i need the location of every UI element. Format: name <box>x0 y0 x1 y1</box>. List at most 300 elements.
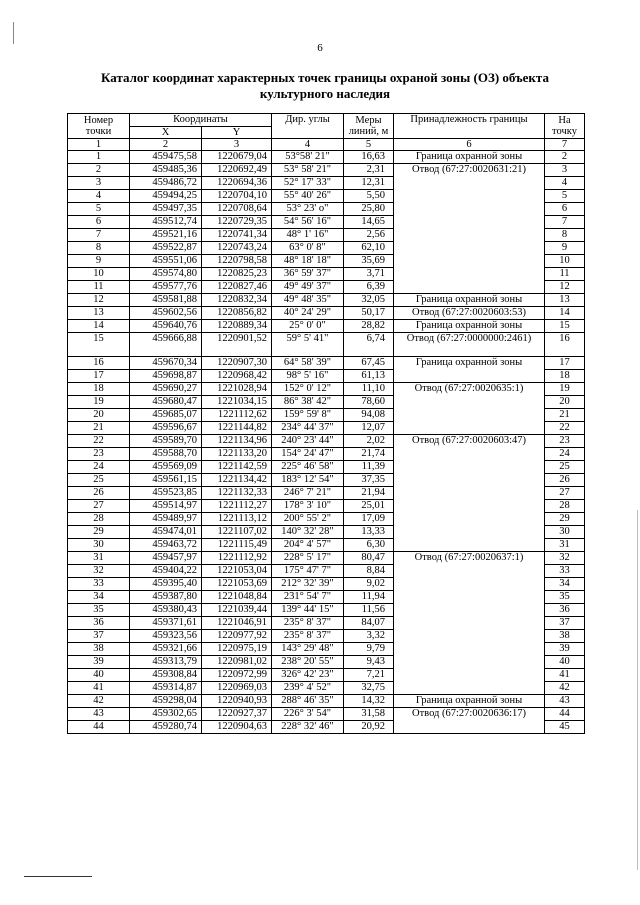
coordinate-y-cell: 1221133,20 <box>202 448 272 461</box>
header-row-1 <box>68 114 585 127</box>
coordinate-y-cell: 1220827,46 <box>202 281 272 294</box>
point-number-cell: 2 <box>68 164 130 177</box>
title-line-2: культурного наследия <box>259 86 391 101</box>
point-number-cell: 37 <box>68 630 130 643</box>
to-point-cell: 17 <box>545 357 585 370</box>
point-number-cell: 24 <box>68 461 130 474</box>
coordinate-y-cell: 1220904,63 <box>202 721 272 734</box>
table-row <box>68 333 585 357</box>
coordinate-y-cell: 1221053,04 <box>202 565 272 578</box>
coordinate-y-cell: 1220975,19 <box>202 643 272 656</box>
line-measure-cell: 35,69 <box>344 255 394 268</box>
direction-angle-cell: 225° 46' 58" <box>272 461 344 474</box>
line-measure-cell: 32,05 <box>344 294 394 307</box>
header-direction-angles: Дир. углы <box>272 114 344 139</box>
coordinate-x-cell: 459522,87 <box>130 242 202 255</box>
coordinate-y-cell: 1221144,82 <box>202 422 272 435</box>
point-number-cell: 22 <box>68 435 130 448</box>
direction-angle-cell: 52° 17' 33" <box>272 177 344 190</box>
point-number-cell: 18 <box>68 383 130 396</box>
coordinate-x-cell: 459475,58 <box>130 151 202 164</box>
point-number-cell: 28 <box>68 513 130 526</box>
to-point-cell: 12 <box>545 281 585 294</box>
column-index-row <box>68 139 585 151</box>
coordinate-x-cell: 459512,74 <box>130 216 202 229</box>
boundary-owner-cell: Отвод (67:27:0000000:2461) <box>394 333 545 357</box>
point-number-cell: 12 <box>68 294 130 307</box>
to-point-cell: 44 <box>545 708 585 721</box>
direction-angle-cell: 139° 44' 15" <box>272 604 344 617</box>
line-measure-cell: 17,09 <box>344 513 394 526</box>
direction-angle-cell: 235° 8' 37" <box>272 630 344 643</box>
to-point-cell: 36 <box>545 604 585 617</box>
coordinate-x-cell: 459280,74 <box>130 721 202 734</box>
coordinate-y-cell: 1221112,27 <box>202 500 272 513</box>
point-number-cell: 27 <box>68 500 130 513</box>
coordinate-x-cell: 459685,07 <box>130 409 202 422</box>
direction-angle-cell: 53° 23' o" <box>272 203 344 216</box>
to-point-cell: 9 <box>545 242 585 255</box>
point-number-cell: 4 <box>68 190 130 203</box>
line-measure-cell: 80,47 <box>344 552 394 565</box>
to-point-cell: 30 <box>545 526 585 539</box>
coordinate-y-cell: 1220798,58 <box>202 255 272 268</box>
scan-right-edge <box>637 510 638 870</box>
direction-angle-cell: 55° 40' 26" <box>272 190 344 203</box>
direction-angle-cell: 228° 32' 46" <box>272 721 344 734</box>
direction-angle-cell: 235° 8' 37" <box>272 617 344 630</box>
coordinate-x-cell: 459569,09 <box>130 461 202 474</box>
to-point-cell: 43 <box>545 695 585 708</box>
direction-angle-cell: 231° 54' 7" <box>272 591 344 604</box>
table-row <box>68 357 585 370</box>
coordinate-x-cell: 459588,70 <box>130 448 202 461</box>
to-point-cell: 18 <box>545 370 585 383</box>
point-number-cell: 43 <box>68 708 130 721</box>
direction-angle-cell: 154° 24' 47" <box>272 448 344 461</box>
page-number: 6 <box>317 42 323 54</box>
coordinate-x-cell: 459314,87 <box>130 682 202 695</box>
direction-angle-cell: 143° 29' 48" <box>272 643 344 656</box>
line-measure-cell: 67,45 <box>344 357 394 370</box>
header-to-point-line-1: На <box>558 114 571 126</box>
table-row <box>68 435 585 448</box>
point-number-cell: 10 <box>68 268 130 281</box>
direction-angle-cell: 140° 32' 28" <box>272 526 344 539</box>
point-number-cell: 33 <box>68 578 130 591</box>
column-index: 5 <box>344 139 394 151</box>
coordinate-x-cell: 459387,80 <box>130 591 202 604</box>
direction-angle-cell: 234° 44' 37" <box>272 422 344 435</box>
boundary-owner-cell: Отвод (67:27:0020635:1) <box>394 383 545 435</box>
column-index: 6 <box>394 139 545 151</box>
header-line-measures-line-1: Меры <box>355 114 382 126</box>
point-number-cell: 23 <box>68 448 130 461</box>
coordinate-y-cell: 1221028,94 <box>202 383 272 396</box>
direction-angle-cell: 212° 32' 39" <box>272 578 344 591</box>
boundary-owner-cell: Отвод (67:27:0020603:53) <box>394 307 545 320</box>
point-number-cell: 13 <box>68 307 130 320</box>
coordinate-y-cell: 1220694,36 <box>202 177 272 190</box>
table-row <box>68 151 585 164</box>
point-number-cell: 25 <box>68 474 130 487</box>
coordinate-y-cell: 1220825,23 <box>202 268 272 281</box>
line-measure-cell: 6,74 <box>344 333 394 357</box>
coordinate-y-cell: 1221039,44 <box>202 604 272 617</box>
line-measure-cell: 13,33 <box>344 526 394 539</box>
coordinate-y-cell: 1220708,64 <box>202 203 272 216</box>
direction-angle-cell: 240° 23' 44" <box>272 435 344 448</box>
line-measure-cell: 6,30 <box>344 539 394 552</box>
point-number-cell: 16 <box>68 357 130 370</box>
line-measure-cell: 14,32 <box>344 695 394 708</box>
column-index: 3 <box>202 139 272 151</box>
point-number-cell: 41 <box>68 682 130 695</box>
point-number-cell: 20 <box>68 409 130 422</box>
coordinate-x-cell: 459581,88 <box>130 294 202 307</box>
point-number-cell: 7 <box>68 229 130 242</box>
direction-angle-cell: 48° 18' 18" <box>272 255 344 268</box>
coordinate-x-cell: 459308,84 <box>130 669 202 682</box>
line-measure-cell: 8,84 <box>344 565 394 578</box>
line-measure-cell: 12,31 <box>344 177 394 190</box>
coordinate-x-cell: 459298,04 <box>130 695 202 708</box>
coordinate-x-cell: 459596,67 <box>130 422 202 435</box>
direction-angle-cell: 228° 5' 17" <box>272 552 344 565</box>
point-number-cell: 34 <box>68 591 130 604</box>
column-index: 1 <box>68 139 130 151</box>
coordinate-y-cell: 1221112,92 <box>202 552 272 565</box>
coordinate-y-cell: 1220901,52 <box>202 333 272 357</box>
column-index: 7 <box>545 139 585 151</box>
point-number-cell: 32 <box>68 565 130 578</box>
direction-angle-cell: 36° 59' 37" <box>272 268 344 281</box>
table-row <box>68 294 585 307</box>
boundary-owner-cell: Отвод (67:27:0020637:1) <box>394 552 545 695</box>
line-measure-cell: 78,60 <box>344 396 394 409</box>
column-index: 2 <box>130 139 202 151</box>
header-x: X <box>130 126 202 139</box>
coordinate-x-cell: 459323,56 <box>130 630 202 643</box>
to-point-cell: 15 <box>545 320 585 333</box>
to-point-cell: 16 <box>545 333 585 357</box>
line-measure-cell: 21,74 <box>344 448 394 461</box>
scan-edge-mark <box>13 22 14 44</box>
direction-angle-cell: 159° 59' 8" <box>272 409 344 422</box>
to-point-cell: 31 <box>545 539 585 552</box>
coordinate-x-cell: 459670,34 <box>130 357 202 370</box>
point-number-cell: 1 <box>68 151 130 164</box>
header-boundary-owner: Принадлежность границы <box>394 114 545 139</box>
boundary-owner-cell: Отвод (67:27:0020636:17) <box>394 708 545 734</box>
coordinate-y-cell: 1221132,33 <box>202 487 272 500</box>
direction-angle-cell: 226° 3' 54" <box>272 708 344 721</box>
coordinate-x-cell: 459313,79 <box>130 656 202 669</box>
line-measure-cell: 2,31 <box>344 164 394 177</box>
direction-angle-cell: 63° 0' 8" <box>272 242 344 255</box>
line-measure-cell: 9,79 <box>344 643 394 656</box>
direction-angle-cell: 200° 55' 2" <box>272 513 344 526</box>
coordinate-x-cell: 459589,70 <box>130 435 202 448</box>
boundary-owner-cell: Граница охранной зоны <box>394 357 545 383</box>
line-measure-cell: 31,58 <box>344 708 394 721</box>
header-line-measures-line-2: линий, м <box>348 126 389 137</box>
point-number-cell: 14 <box>68 320 130 333</box>
coordinate-x-cell: 459514,97 <box>130 500 202 513</box>
point-number-cell: 15 <box>68 333 130 357</box>
direction-angle-cell: 86° 38' 42" <box>272 396 344 409</box>
direction-angle-cell: 53° 58' 21" <box>272 164 344 177</box>
line-measure-cell: 37,35 <box>344 474 394 487</box>
direction-angle-cell: 49° 49' 37" <box>272 281 344 294</box>
to-point-cell: 32 <box>545 552 585 565</box>
to-point-cell: 37 <box>545 617 585 630</box>
coordinate-x-cell: 459489,97 <box>130 513 202 526</box>
coordinate-y-cell: 1220968,42 <box>202 370 272 383</box>
coordinate-y-cell: 1221113,12 <box>202 513 272 526</box>
coordinate-x-cell: 459380,43 <box>130 604 202 617</box>
coordinate-y-cell: 1220940,93 <box>202 695 272 708</box>
to-point-cell: 7 <box>545 216 585 229</box>
to-point-cell: 29 <box>545 513 585 526</box>
coordinate-y-cell: 1221048,84 <box>202 591 272 604</box>
coordinate-y-cell: 1221112,62 <box>202 409 272 422</box>
line-measure-cell: 7,21 <box>344 669 394 682</box>
line-measure-cell: 50,17 <box>344 307 394 320</box>
coordinate-x-cell: 459698,87 <box>130 370 202 383</box>
coordinate-x-cell: 459321,66 <box>130 643 202 656</box>
coordinate-y-cell: 1221134,42 <box>202 474 272 487</box>
coordinate-x-cell: 459457,97 <box>130 552 202 565</box>
line-measure-cell: 11,56 <box>344 604 394 617</box>
to-point-cell: 24 <box>545 448 585 461</box>
coordinate-y-cell: 1220981,02 <box>202 656 272 669</box>
direction-angle-cell: 178° 3' 10" <box>272 500 344 513</box>
direction-angle-cell: 175° 47' 7" <box>272 565 344 578</box>
coordinate-y-cell: 1221034,15 <box>202 396 272 409</box>
direction-angle-cell: 238° 20' 55" <box>272 656 344 669</box>
column-index: 4 <box>272 139 344 151</box>
coordinate-y-cell: 1221046,91 <box>202 617 272 630</box>
point-number-cell: 9 <box>68 255 130 268</box>
title-line-1: Каталог координат характерных точек границы охраной зоны (ОЗ) объекта <box>101 70 549 85</box>
boundary-owner-cell: Отвод (67:27:0020631:21) <box>394 164 545 294</box>
to-point-cell: 25 <box>545 461 585 474</box>
line-measure-cell: 2,02 <box>344 435 394 448</box>
coordinate-y-cell: 1220927,37 <box>202 708 272 721</box>
line-measure-cell: 20,92 <box>344 721 394 734</box>
line-measure-cell: 25,01 <box>344 500 394 513</box>
point-number-cell: 3 <box>68 177 130 190</box>
point-number-cell: 5 <box>68 203 130 216</box>
coordinate-y-cell: 1221134,96 <box>202 435 272 448</box>
line-measure-cell: 32,75 <box>344 682 394 695</box>
point-number-cell: 40 <box>68 669 130 682</box>
direction-angle-cell: 64° 58' 39" <box>272 357 344 370</box>
boundary-owner-cell: Граница охранной зоны <box>394 294 545 307</box>
to-point-cell: 19 <box>545 383 585 396</box>
to-point-cell: 26 <box>545 474 585 487</box>
coordinate-x-cell: 459521,16 <box>130 229 202 242</box>
line-measure-cell: 21,94 <box>344 487 394 500</box>
boundary-owner-cell: Граница охранной зоны <box>394 695 545 708</box>
to-point-cell: 34 <box>545 578 585 591</box>
coordinate-x-cell: 459666,88 <box>130 333 202 357</box>
coordinate-x-cell: 459485,36 <box>130 164 202 177</box>
direction-angle-cell: 40° 24' 29" <box>272 307 344 320</box>
line-measure-cell: 25,80 <box>344 203 394 216</box>
to-point-cell: 4 <box>545 177 585 190</box>
point-number-cell: 39 <box>68 656 130 669</box>
catalog-body <box>68 151 585 734</box>
line-measure-cell: 16,63 <box>344 151 394 164</box>
coordinate-x-cell: 459494,25 <box>130 190 202 203</box>
line-measure-cell: 84,07 <box>344 617 394 630</box>
direction-angle-cell: 59° 5' 41" <box>272 333 344 357</box>
coordinate-x-cell: 459561,15 <box>130 474 202 487</box>
direction-angle-cell: 239° 4' 52" <box>272 682 344 695</box>
coordinate-y-cell: 1220729,35 <box>202 216 272 229</box>
coordinate-x-cell: 459551,06 <box>130 255 202 268</box>
point-number-cell: 44 <box>68 721 130 734</box>
coordinate-y-cell: 1220907,30 <box>202 357 272 370</box>
coordinate-y-cell: 1220889,34 <box>202 320 272 333</box>
to-point-cell: 11 <box>545 268 585 281</box>
coordinate-y-cell: 1220679,04 <box>202 151 272 164</box>
line-measure-cell: 9,02 <box>344 578 394 591</box>
table-row <box>68 383 585 396</box>
line-measure-cell: 2,56 <box>344 229 394 242</box>
coordinate-y-cell: 1221115,49 <box>202 539 272 552</box>
to-point-cell: 39 <box>545 643 585 656</box>
coordinate-y-cell: 1220977,92 <box>202 630 272 643</box>
header-point-number-line-2: точки <box>85 126 112 137</box>
boundary-owner-cell: Отвод (67:27:0020603:47) <box>394 435 545 552</box>
to-point-cell: 20 <box>545 396 585 409</box>
coordinate-x-cell: 459574,80 <box>130 268 202 281</box>
direction-angle-cell: 98° 5' 16" <box>272 370 344 383</box>
line-measure-cell: 3,32 <box>344 630 394 643</box>
direction-angle-cell: 288° 46' 35" <box>272 695 344 708</box>
line-measure-cell: 11,10 <box>344 383 394 396</box>
direction-angle-cell: 54° 56' 16" <box>272 216 344 229</box>
to-point-cell: 10 <box>545 255 585 268</box>
coordinate-y-cell: 1221107,02 <box>202 526 272 539</box>
coordinate-y-cell: 1220972,99 <box>202 669 272 682</box>
point-number-cell: 6 <box>68 216 130 229</box>
direction-angle-cell: 49° 48' 35" <box>272 294 344 307</box>
direction-angle-cell: 25° 0' 0" <box>272 320 344 333</box>
line-measure-cell: 14,65 <box>344 216 394 229</box>
line-measure-cell: 11,39 <box>344 461 394 474</box>
line-measure-cell: 11,94 <box>344 591 394 604</box>
point-number-cell: 42 <box>68 695 130 708</box>
header-to-point-line-2: точку <box>552 126 577 137</box>
coordinate-x-cell: 459302,65 <box>130 708 202 721</box>
table-row <box>68 307 585 320</box>
direction-angle-cell: 183° 12' 54" <box>272 474 344 487</box>
coordinate-y-cell: 1220856,82 <box>202 307 272 320</box>
point-number-cell: 11 <box>68 281 130 294</box>
point-number-cell: 26 <box>68 487 130 500</box>
coordinate-x-cell: 459602,56 <box>130 307 202 320</box>
table-row <box>68 708 585 721</box>
to-point-cell: 23 <box>545 435 585 448</box>
coordinate-y-cell: 1221053,69 <box>202 578 272 591</box>
coordinate-y-cell: 1220832,34 <box>202 294 272 307</box>
to-point-cell: 35 <box>545 591 585 604</box>
header-point-number <box>68 114 130 139</box>
coordinate-x-cell: 459371,61 <box>130 617 202 630</box>
to-point-cell: 6 <box>545 203 585 216</box>
boundary-owner-cell: Граница охранной зоны <box>394 320 545 333</box>
direction-angle-cell: 48° 1' 16" <box>272 229 344 242</box>
coordinate-x-cell: 459395,40 <box>130 578 202 591</box>
to-point-cell: 21 <box>545 409 585 422</box>
to-point-cell: 45 <box>545 721 585 734</box>
to-point-cell: 13 <box>545 294 585 307</box>
to-point-cell: 41 <box>545 669 585 682</box>
direction-angle-cell: 326° 42' 23" <box>272 669 344 682</box>
coordinate-y-cell: 1221142,59 <box>202 461 272 474</box>
coordinate-y-cell: 1220704,10 <box>202 190 272 203</box>
line-measure-cell: 94,08 <box>344 409 394 422</box>
header-to-point <box>545 114 585 139</box>
line-measure-cell: 5,50 <box>344 190 394 203</box>
to-point-cell: 38 <box>545 630 585 643</box>
coordinate-x-cell: 459463,72 <box>130 539 202 552</box>
coordinate-x-cell: 459640,76 <box>130 320 202 333</box>
table-row <box>68 552 585 565</box>
to-point-cell: 27 <box>545 487 585 500</box>
line-measure-cell: 6,39 <box>344 281 394 294</box>
coordinate-y-cell: 1220741,34 <box>202 229 272 242</box>
coordinate-x-cell: 459577,76 <box>130 281 202 294</box>
point-number-cell: 19 <box>68 396 130 409</box>
point-number-cell: 29 <box>68 526 130 539</box>
point-number-cell: 21 <box>68 422 130 435</box>
point-number-cell: 17 <box>68 370 130 383</box>
to-point-cell: 33 <box>545 565 585 578</box>
direction-angle-cell: 152° 0' 12" <box>272 383 344 396</box>
to-point-cell: 5 <box>545 190 585 203</box>
to-point-cell: 3 <box>545 164 585 177</box>
coordinate-x-cell: 459474,01 <box>130 526 202 539</box>
line-measure-cell: 3,71 <box>344 268 394 281</box>
coordinate-y-cell: 1220969,03 <box>202 682 272 695</box>
line-measure-cell: 62,10 <box>344 242 394 255</box>
coordinates-catalog-table <box>67 113 585 734</box>
point-number-cell: 35 <box>68 604 130 617</box>
point-number-cell: 8 <box>68 242 130 255</box>
to-point-cell: 22 <box>545 422 585 435</box>
header-point-number-line-1: Номер <box>83 114 114 126</box>
table-row <box>68 695 585 708</box>
page-title <box>60 70 590 102</box>
to-point-cell: 8 <box>545 229 585 242</box>
coordinate-x-cell: 459680,47 <box>130 396 202 409</box>
coordinate-x-cell: 459404,22 <box>130 565 202 578</box>
table-row <box>68 320 585 333</box>
to-point-cell: 14 <box>545 307 585 320</box>
to-point-cell: 40 <box>545 656 585 669</box>
point-number-cell: 36 <box>68 617 130 630</box>
boundary-owner-cell: Граница охранной зоны <box>394 151 545 164</box>
line-measure-cell: 12,07 <box>344 422 394 435</box>
direction-angle-cell: 53°58' 21" <box>272 151 344 164</box>
direction-angle-cell: 246° 7' 21" <box>272 487 344 500</box>
point-number-cell: 38 <box>68 643 130 656</box>
